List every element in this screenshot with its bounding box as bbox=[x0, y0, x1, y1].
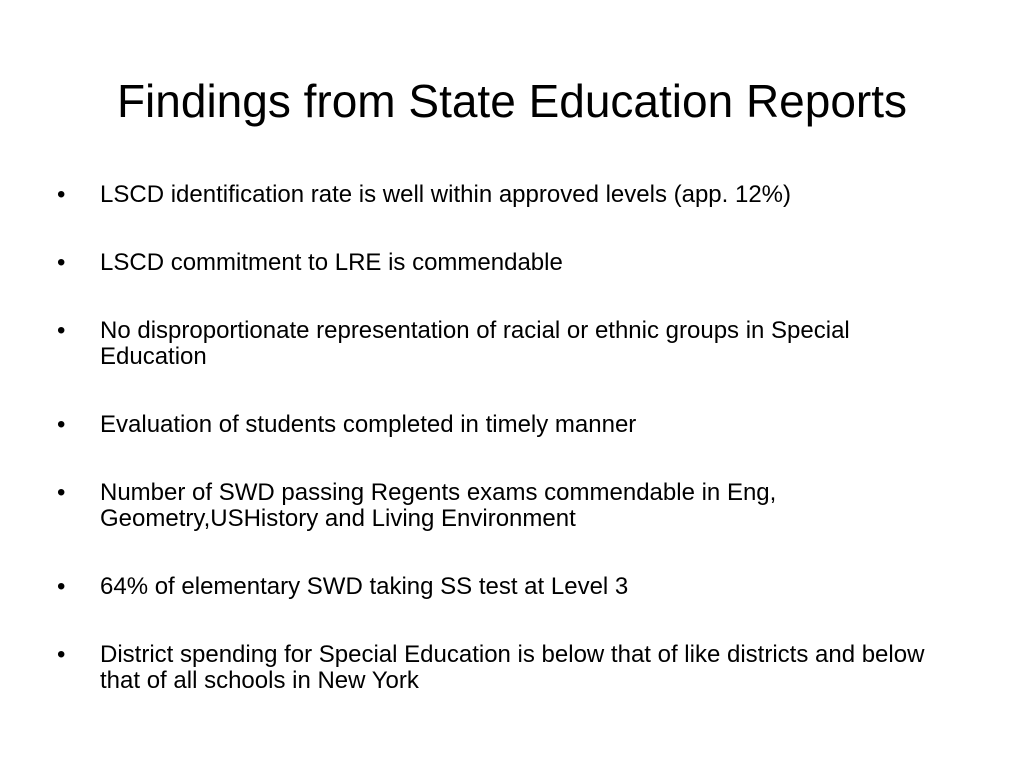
list-item-text: Number of SWD passing Regents exams commendable in Eng, Geometry,USHistory and Living Environment bbox=[100, 479, 777, 532]
bullet-icon: • bbox=[57, 573, 66, 600]
slide-title: Findings from State Education Reports bbox=[116, 75, 908, 127]
list-item bbox=[57, 412, 957, 438]
list-item bbox=[57, 480, 957, 532]
bullet-icon: • bbox=[57, 411, 66, 438]
list-item-text: Evaluation of students completed in timely manner bbox=[100, 411, 637, 438]
list-item bbox=[57, 574, 957, 600]
list-item-text: District spending for Special Education is below that of like districts and below that of all schools in New York bbox=[100, 641, 925, 694]
list-item-text: LSCD identification rate is well within approved levels (app. 12%) bbox=[100, 181, 792, 208]
bullet-icon: • bbox=[57, 317, 66, 344]
bullet-icon: • bbox=[57, 181, 66, 208]
bullet-icon: • bbox=[57, 249, 66, 276]
bullet-icon: • bbox=[57, 641, 66, 668]
bullet-icon: • bbox=[57, 479, 66, 506]
list-item-text: LSCD commitment to LRE is commendable bbox=[100, 249, 563, 276]
list-item-text: No disproportionate representation of racial or ethnic groups in Special Education bbox=[100, 317, 850, 370]
list-item bbox=[57, 318, 957, 370]
list-item bbox=[57, 182, 957, 208]
bullet-list bbox=[57, 182, 957, 736]
list-item-text: 64% of elementary SWD taking SS test at Level 3 bbox=[100, 573, 629, 600]
list-item bbox=[57, 642, 957, 694]
list-item bbox=[57, 250, 957, 276]
